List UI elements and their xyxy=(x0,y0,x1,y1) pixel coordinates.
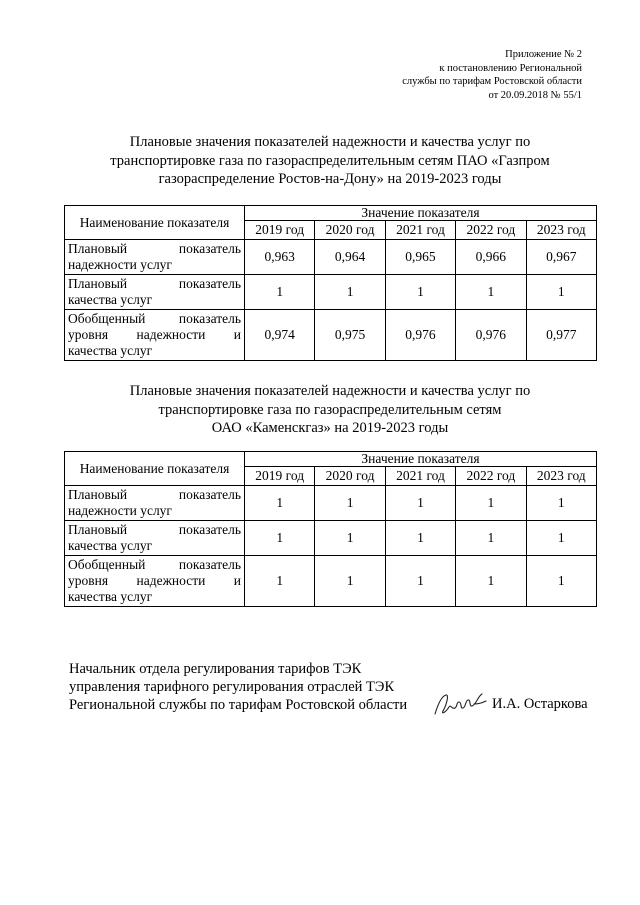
year-header: 2019 год xyxy=(245,221,315,240)
indicator-name: Плановый показатель надежности услуг xyxy=(65,240,245,275)
signatory-position-line: Начальник отдела регулирования тарифов ТЭК xyxy=(69,661,362,677)
indicator-value: 0,964 xyxy=(315,240,385,275)
year-header: 2021 год xyxy=(385,467,455,486)
appendix-line: от 20.09.2018 № 55/1 xyxy=(488,89,582,101)
table-row xyxy=(65,240,597,275)
signatory-block xyxy=(69,660,407,714)
value-column-header: Значение показателя xyxy=(245,452,597,467)
title-line: Плановые значения показателей надежности и качества услуг по xyxy=(129,383,531,399)
indicator-value: 0,963 xyxy=(245,240,315,275)
indicator-value: 0,966 xyxy=(456,240,526,275)
indicator-name: Плановый показатель качества услуг xyxy=(65,521,245,556)
indicator-value: 1 xyxy=(315,521,385,556)
indicator-value: 1 xyxy=(456,486,526,521)
indicator-value: 1 xyxy=(526,275,596,310)
table1 xyxy=(64,205,597,361)
table-row xyxy=(65,486,597,521)
indicator-value: 1 xyxy=(526,556,596,607)
year-header: 2022 год xyxy=(456,467,526,486)
indicator-value: 0,977 xyxy=(526,310,596,361)
indicator-value: 0,974 xyxy=(245,310,315,361)
indicator-value: 1 xyxy=(315,275,385,310)
indicator-value: 1 xyxy=(385,486,455,521)
table1-title xyxy=(64,133,596,189)
indicator-value: 1 xyxy=(245,556,315,607)
title-line: ОАО «Каменскгаз» на 2019-2023 годы xyxy=(211,420,449,436)
appendix-line: службы по тарифам Ростовской области xyxy=(402,76,582,87)
indicator-value: 1 xyxy=(456,275,526,310)
value-column-header: Значение показателя xyxy=(245,206,597,221)
indicator-name: Плановый показатель надежности услуг xyxy=(65,486,245,521)
indicator-value: 1 xyxy=(456,556,526,607)
year-header: 2021 год xyxy=(385,221,455,240)
indicator-value: 0,976 xyxy=(385,310,455,361)
indicator-value: 0,976 xyxy=(456,310,526,361)
year-header: 2022 год xyxy=(456,221,526,240)
year-header: 2023 год xyxy=(526,467,596,486)
table-row xyxy=(65,556,597,607)
indicator-value: 0,967 xyxy=(526,240,596,275)
indicator-name: Обобщенный показатель уровня надежности и качества услуг xyxy=(65,556,245,607)
indicator-value: 1 xyxy=(245,521,315,556)
indicator-value: 1 xyxy=(526,521,596,556)
table2 xyxy=(64,451,597,607)
indicator-value: 1 xyxy=(385,556,455,607)
indicator-value: 1 xyxy=(245,486,315,521)
table-row xyxy=(65,521,597,556)
name-column-header: Наименование показателя xyxy=(65,206,245,240)
appendix-line: Приложение № 2 xyxy=(505,49,582,60)
indicator-name: Обобщенный показатель уровня надежности и качества услуг xyxy=(65,310,245,361)
signatory-position-line: Региональной службы по тарифам Ростовской области xyxy=(69,697,408,713)
indicator-value: 1 xyxy=(385,275,455,310)
appendix-header xyxy=(322,48,582,102)
indicator-value: 1 xyxy=(385,521,455,556)
title-line: газораспределение Ростов-на-Дону» на 2019-2023 годы xyxy=(158,171,502,187)
year-header: 2020 год xyxy=(315,221,385,240)
indicator-name: Плановый показатель качества услуг xyxy=(65,275,245,310)
year-header: 2019 год xyxy=(245,467,315,486)
title-line: транспортировке газа по газораспределительным сетям ПАО «Газпром xyxy=(110,152,550,169)
handwritten-signature xyxy=(432,690,488,718)
table-row xyxy=(65,310,597,361)
signer-name: И.А. Остаркова xyxy=(492,696,588,712)
indicator-value: 0,965 xyxy=(385,240,455,275)
year-header: 2020 год xyxy=(315,467,385,486)
title-line: транспортировке газа по газораспределительным сетям xyxy=(158,401,502,418)
indicator-value: 1 xyxy=(245,275,315,310)
table2-title xyxy=(64,382,596,438)
indicator-value: 1 xyxy=(456,521,526,556)
table-row xyxy=(65,275,597,310)
indicator-value: 1 xyxy=(526,486,596,521)
title-line: Плановые значения показателей надежности и качества услуг по xyxy=(129,134,531,150)
indicator-value: 1 xyxy=(315,556,385,607)
appendix-line: к постановлению Региональной xyxy=(439,62,582,74)
signatory-position-line: управления тарифного регулирования отраслей ТЭК xyxy=(69,679,395,695)
name-column-header: Наименование показателя xyxy=(65,452,245,486)
indicator-value: 0,975 xyxy=(315,310,385,361)
year-header: 2023 год xyxy=(526,221,596,240)
indicator-value: 1 xyxy=(315,486,385,521)
